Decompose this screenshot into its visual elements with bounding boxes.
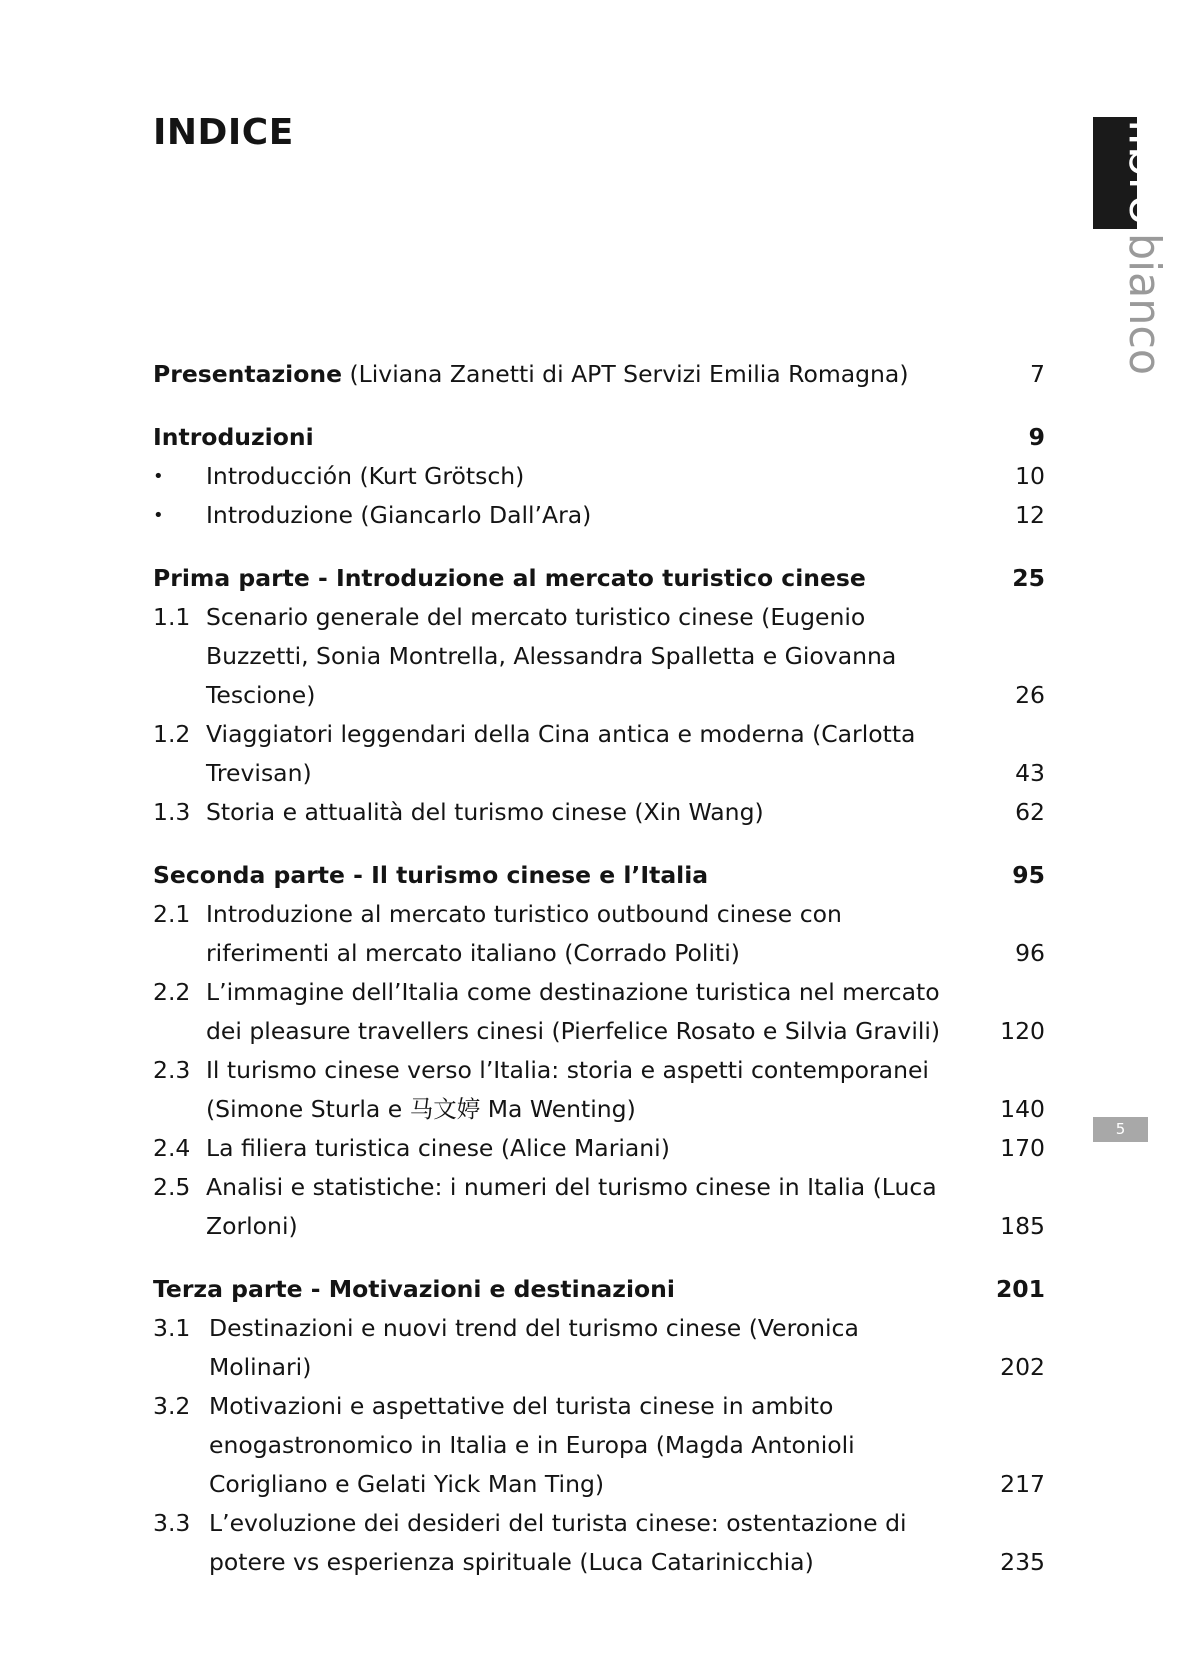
page-number: 95: [1012, 861, 1045, 889]
page-number: 202: [1000, 1353, 1045, 1381]
logo-bianco-text: bianco: [1119, 233, 1170, 380]
entry-text: Introduzione al mercato turistico outbound cinese con riferimenti al mercato italiano (Corrado Politi): [206, 900, 842, 967]
toc-entry[interactable]: [153, 1129, 1045, 1168]
toc-entry[interactable]: [153, 1051, 1045, 1129]
page-title: INDICE: [153, 112, 294, 153]
page-number: 25: [1012, 564, 1045, 592]
page-number: 9: [1028, 423, 1045, 451]
toc-entry[interactable]: [153, 973, 1045, 1051]
toc-section-terza-parte: [153, 1270, 1045, 1582]
entry-text: Il turismo cinese verso l’Italia: storia e aspetti contemporanei (Simone Sturla e 马文婷 Ma Wenting): [206, 1056, 929, 1123]
entry-text: Viaggiatori leggendari della Cina antica e moderna (Carlotta Trevisan): [206, 720, 916, 787]
page-number: 12: [1015, 501, 1045, 529]
entry-number: 3.3: [153, 1509, 191, 1537]
entry-text: Analisi e statistiche: i numeri del turismo cinese in Italia (Luca Zorloni): [206, 1173, 937, 1240]
toc-entry-presentazione[interactable]: [153, 355, 1045, 394]
entry-number: 1.3: [153, 798, 191, 826]
toc-section-prima-parte: [153, 559, 1045, 832]
toc-entry[interactable]: [153, 715, 1045, 793]
librobianco-logo: [1091, 117, 1170, 380]
page-number: 26: [1015, 681, 1045, 709]
entry-number: 2.3: [153, 1056, 191, 1084]
page-number: 43: [1015, 759, 1045, 787]
toc-entry[interactable]: [153, 1387, 1045, 1504]
part-title: Prima parte - Introduzione al mercato turistico cinese: [153, 564, 866, 592]
table-of-contents: [153, 355, 1045, 1606]
bullet: •: [153, 466, 164, 487]
toc-entry[interactable]: [153, 457, 1045, 496]
page-number: 235: [1000, 1548, 1045, 1576]
entry-text: Storia e attualità del turismo cinese (Xin Wang): [206, 798, 764, 826]
entry-number: 2.4: [153, 1134, 191, 1162]
toc-section-introduzioni: [153, 418, 1045, 535]
section-heading[interactable]: [153, 1270, 1045, 1309]
toc-entry[interactable]: [153, 1168, 1045, 1246]
entry-text: Scenario generale del mercato turistico cinese (Eugenio Buzzetti, Sonia Montrella, Alessandra Spalletta e Giovanna Tescione): [206, 603, 897, 709]
page-number: 120: [1000, 1017, 1045, 1045]
page-number: 7: [1030, 360, 1045, 388]
introduzioni-title: Introduzioni: [153, 423, 314, 451]
page-number: 217: [1000, 1470, 1045, 1498]
part-title: Terza parte - Motivazioni e destinazioni: [153, 1275, 675, 1303]
page-number: 170: [1000, 1134, 1045, 1162]
part-title: Seconda parte - Il turismo cinese e l’Italia: [153, 861, 709, 889]
entry-number: 1.1: [153, 603, 191, 631]
section-heading[interactable]: [153, 559, 1045, 598]
presentazione-title: Presentazione: [153, 360, 343, 388]
entry-text: Introducción (Kurt Grötsch): [206, 462, 525, 490]
toc-section-presentazione: [153, 355, 1045, 394]
toc-entry[interactable]: [153, 895, 1045, 973]
logo-libro-text: libro: [1119, 119, 1170, 216]
section-heading[interactable]: [153, 418, 1045, 457]
entry-number: 2.2: [153, 978, 191, 1006]
page-number-tab: 5: [1093, 1117, 1148, 1142]
entry-number: 3.2: [153, 1392, 191, 1420]
page-number: 140: [1000, 1095, 1045, 1123]
entry-text: L’immagine dell’Italia come destinazione turistica nel mercato dei pleasure travellers cinesi (Pierfelice Rosato e Silvia Gravili): [206, 978, 941, 1045]
entry-number: 3.1: [153, 1314, 191, 1342]
section-heading[interactable]: [153, 856, 1045, 895]
entry-text: L’evoluzione dei desideri del turista cinese: ostentazione di potere vs esperienza spirituale (Luca Catarinicchia): [209, 1509, 907, 1576]
entry-text: Destinazioni e nuovi trend del turismo cinese (Veronica Molinari): [209, 1314, 859, 1381]
toc-entry[interactable]: [153, 1309, 1045, 1387]
entry-number: 1.2: [153, 720, 191, 748]
toc-entry[interactable]: [153, 1504, 1045, 1582]
toc-entry[interactable]: [153, 598, 1045, 715]
entry-text: Introduzione (Giancarlo Dall’Ara): [206, 501, 592, 529]
toc-entry[interactable]: [153, 496, 1045, 535]
entry-number: 2.5: [153, 1173, 191, 1201]
toc-section-seconda-parte: [153, 856, 1045, 1246]
page-number: 185: [1000, 1212, 1045, 1240]
entry-text: La filiera turistica cinese (Alice Mariani): [206, 1134, 670, 1162]
page-number: 96: [1015, 939, 1045, 967]
bullet: •: [153, 505, 164, 526]
page-number: 201: [995, 1275, 1045, 1303]
toc-entry[interactable]: [153, 793, 1045, 832]
entry-number: 2.1: [153, 900, 191, 928]
presentazione-author: (Liviana Zanetti di APT Servizi Emilia Romagna): [342, 360, 909, 388]
page-number: 62: [1015, 798, 1045, 826]
entry-text: Motivazioni e aspettative del turista cinese in ambito enogastronomico in Italia e in Europa (Magda Antonioli Corigliano e Gelati Yick Man Ting): [209, 1392, 855, 1498]
page-number: 10: [1015, 462, 1045, 490]
